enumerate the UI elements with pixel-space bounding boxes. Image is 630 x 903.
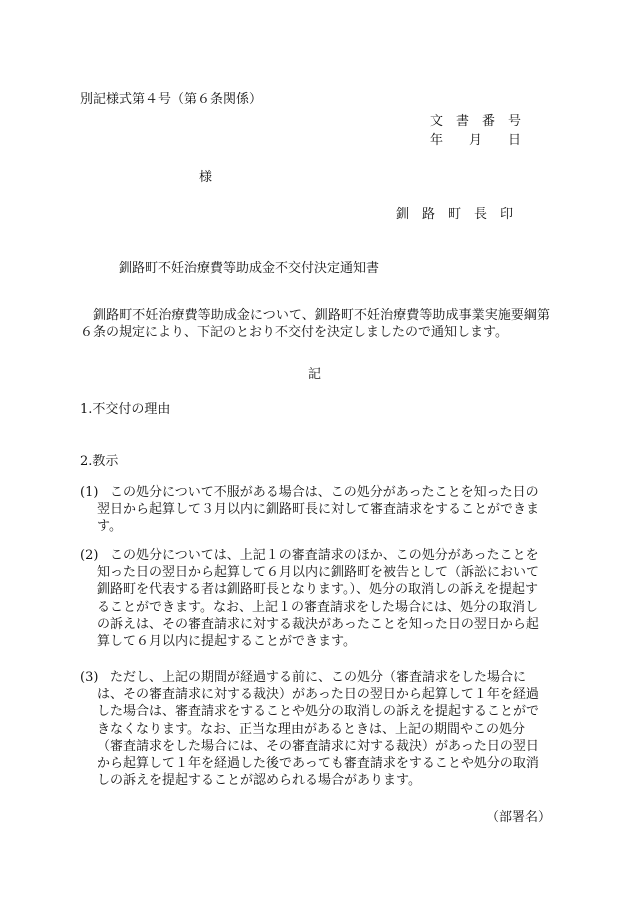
intro-paragraph: 釧路町不妊治療費等助成金について、釧路町不妊治療費等助成事業実施要綱第６条の規定により、下記のとおり不交付を決定しましたので通知します。 bbox=[80, 308, 550, 340]
document-title: 釧路町不妊治療費等助成金不交付決定通知書 bbox=[119, 261, 380, 276]
department-name: （部署名） bbox=[486, 810, 552, 825]
instruction-item-2 bbox=[80, 547, 550, 650]
item-text: この処分については、上記１の審査請求のほか、この処分があったことを知った日の翌日から起算して６月以内に釧路町を被告として（訴訟において釧路町を代表する者は釧路町長となります。）、処分の取消しの訴えを提起することができます。なお、上記１の審査請求をした場合には、処分の取消しの訴えは、その審査請求に対する裁決があったことを知った日の翌日から起算して６月以内に提起することができます。 bbox=[97, 548, 540, 650]
item-text: この処分について不服がある場合は、この処分があったことを知った日の翌日から起算して３月以内に釧路町長に対して審査請求をすることができます。 bbox=[97, 485, 540, 535]
addressee-suffix: 様 bbox=[199, 170, 213, 185]
section-reason-heading: 1.不交付の理由 bbox=[80, 402, 171, 417]
item-number: (3) bbox=[80, 670, 99, 685]
issuer-seal-line: 釧 路 町 長 印 bbox=[396, 207, 514, 222]
form-label: 別記様式第４号（第６条関係） bbox=[80, 92, 263, 107]
item-text: ただし、上記の期間が経過する前に、この処分（審査請求をした場合には、その審査請求に対する裁決）があった日の翌日から起算して１年を経過した場合は、審査請求をすることや処分の取消しの訴えを提起することができなくなります。なお、正当な理由があるときは、上記の期間やこの処分（審査請求をした場合には、その審査請求に対する裁決）があった日の翌日から起算して１年を経過した後であっても審査請求をすることや処分の取消しの訴えを提起することが認められる場合があります。 bbox=[97, 670, 540, 789]
instruction-item-3 bbox=[80, 669, 550, 789]
document-number-label: 文 書 番 号 bbox=[430, 114, 522, 129]
item-number: (1) bbox=[80, 485, 99, 500]
instruction-item-1 bbox=[80, 484, 550, 536]
ki-heading: 記 bbox=[308, 367, 322, 382]
item-number: (2) bbox=[80, 548, 99, 563]
date-label: 年 月 日 bbox=[430, 133, 522, 148]
section-instruction-heading: 2.教示 bbox=[80, 454, 119, 469]
